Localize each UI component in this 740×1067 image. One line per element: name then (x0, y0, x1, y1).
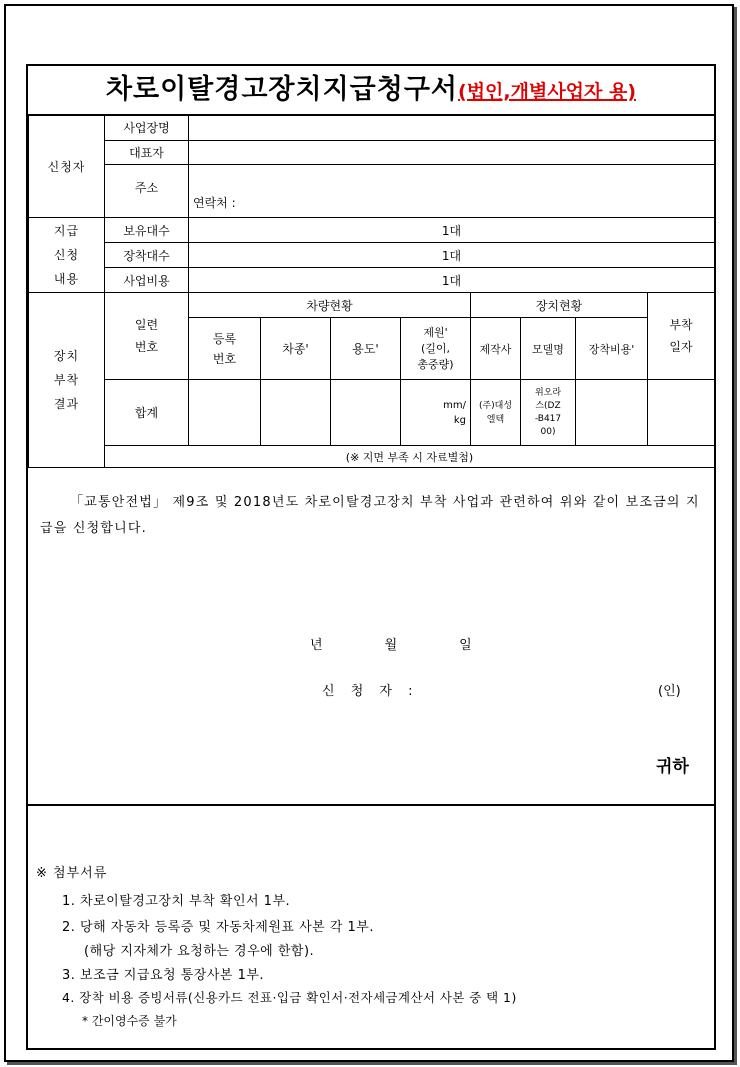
reg-number-header: 등록 번호 (189, 318, 261, 380)
result-section-label: 장치 부착 결과 (29, 293, 105, 468)
spec-cell[interactable]: mm/ kg (401, 380, 471, 446)
contact-label: 연락처 : (193, 196, 236, 210)
form-table (28, 114, 715, 468)
device-status-header: 장치현황 (471, 293, 648, 318)
project-cost-label: 사업비용 (105, 268, 189, 293)
day-label: 일 (459, 638, 472, 653)
owned-count-label: 보유대수 (105, 218, 189, 243)
maker-cell[interactable]: (주)대성 엘텍 (471, 380, 521, 446)
installed-count-label: 장착대수 (105, 243, 189, 268)
year-label: 년 (310, 638, 323, 653)
address-label: 주소 (105, 165, 189, 218)
model-header: 모델명 (521, 318, 576, 380)
usage-header: 용도' (331, 318, 401, 380)
business-name-label: 사업장명 (105, 115, 189, 141)
attachment-note: * 간이영수증 불가 (82, 1014, 177, 1028)
install-cost-cell[interactable] (576, 380, 648, 446)
attachment-item-3: 3. 보조금 지급요청 통장사본 1부. (62, 968, 265, 983)
seal-mark: (인) (658, 684, 681, 699)
attachments-title: ※ 첨부서류 (36, 866, 108, 881)
attachment-item-1: 1. 차로이탈경고장치 부착 확인서 1부. (62, 894, 291, 909)
vehicle-type-cell[interactable] (261, 380, 331, 446)
addressee: 귀하 (656, 757, 689, 777)
total-label: 합계 (105, 380, 189, 446)
month-label: 월 (384, 638, 398, 653)
address-field[interactable] (189, 165, 715, 218)
attachment-item-2-note: (해당 지자체가 요청하는 경우에 한함). (84, 944, 315, 959)
applicant-section-label: 신청자 (29, 115, 105, 218)
attachment-item-4: 4. 장착 비용 증빙서류(신용카드 전표·입금 확인서·전자세금계산서 사본 중 택 1) (62, 990, 517, 1005)
serial-number-header: 일련 번호 (105, 293, 189, 380)
maker-header: 제작사 (471, 318, 521, 380)
claim-form (26, 64, 716, 1050)
form-title (28, 66, 714, 116)
spec-header: 제원' (길이, 총중량) (401, 318, 471, 380)
request-section-label: 지급 신청 내용 (29, 218, 105, 293)
attach-date-header: 부착 일자 (648, 293, 715, 380)
business-name-field[interactable] (189, 115, 715, 141)
attachment-item-2: 2. 당해 자동차 등록증 및 자동차제원표 사본 각 1부. (62, 920, 374, 935)
installed-count-value[interactable]: 1대 (189, 243, 715, 268)
form-title-main: 차로이탈경고장치지급청구서 (105, 74, 459, 105)
reg-number-cell[interactable] (189, 380, 261, 446)
date-line (310, 634, 472, 653)
representative-label: 대표자 (105, 141, 189, 165)
space-note: (※ 지면 부족 시 자료별첨) (105, 446, 715, 468)
applicant-sign-label: 신 청 자 : (322, 684, 419, 699)
project-cost-value[interactable]: 1대 (189, 268, 715, 293)
vehicle-status-header: 차량현황 (189, 293, 471, 318)
install-cost-header: 장착비용' (576, 318, 648, 380)
attach-date-cell[interactable] (648, 380, 715, 446)
representative-field[interactable] (189, 141, 715, 165)
model-cell[interactable]: 위오라 스(DZ -B417 00) (521, 380, 576, 446)
declaration-text: 「교통안전법」 제9조 및 2018년도 차로이탈경고장치 부착 사업과 관련하여 위와 같이 보조금의 지급을 신청합니다. (40, 495, 700, 536)
vehicle-type-header: 차종' (261, 318, 331, 380)
usage-cell[interactable] (331, 380, 401, 446)
form-title-sub: (법인,개별사업자 용) (458, 81, 637, 103)
owned-count-value[interactable]: 1대 (189, 218, 715, 243)
